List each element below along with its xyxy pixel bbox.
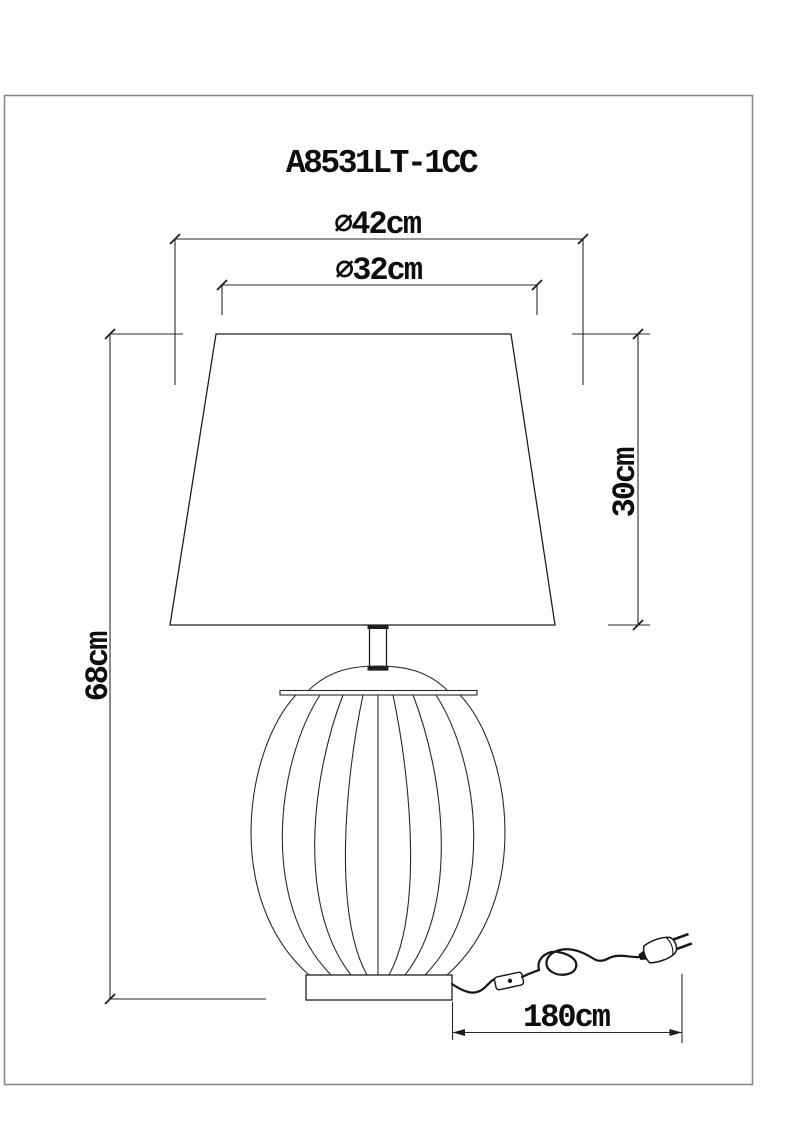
dimension-shade-top-diameter (217, 252, 542, 315)
dim-68-lines (110, 334, 266, 999)
vase-rib-right-1 (447, 695, 505, 975)
vase-rib-left-2 (282, 695, 331, 975)
inline-switch (494, 972, 524, 991)
socket-neck (370, 627, 387, 670)
lampshade-outline (170, 334, 555, 625)
dim-68-label: 68cm (80, 632, 117, 702)
power-cord-assembly (452, 928, 694, 992)
lamp-base (306, 975, 452, 1000)
cord-coil (539, 949, 609, 974)
vase-rib-right-4 (389, 695, 411, 975)
vase-rib-left-4 (345, 695, 367, 975)
dimension-shade-height (572, 329, 650, 630)
dim-42-label: ⌀42cm (333, 206, 421, 243)
dimension-shade-bottom-diameter (170, 206, 588, 385)
dim-32-label: ⌀32cm (334, 252, 422, 289)
socket-neck-top-band (368, 625, 389, 629)
power-plug (636, 928, 694, 967)
dim-32-lines (222, 285, 537, 315)
vase-rib-right-2 (425, 695, 474, 975)
dim-180-label: 180cm (522, 999, 610, 1036)
lamp-body (251, 625, 505, 1000)
cord-segment-3 (609, 956, 640, 958)
dimension-lamp-height (80, 329, 266, 1004)
cord-segment-1 (452, 979, 496, 993)
model-number: A8531LT-1CC (285, 145, 477, 182)
vase-rib-left-1 (251, 695, 309, 975)
dim-30-label: 30cm (607, 448, 644, 518)
cord-segment-2 (522, 970, 539, 977)
